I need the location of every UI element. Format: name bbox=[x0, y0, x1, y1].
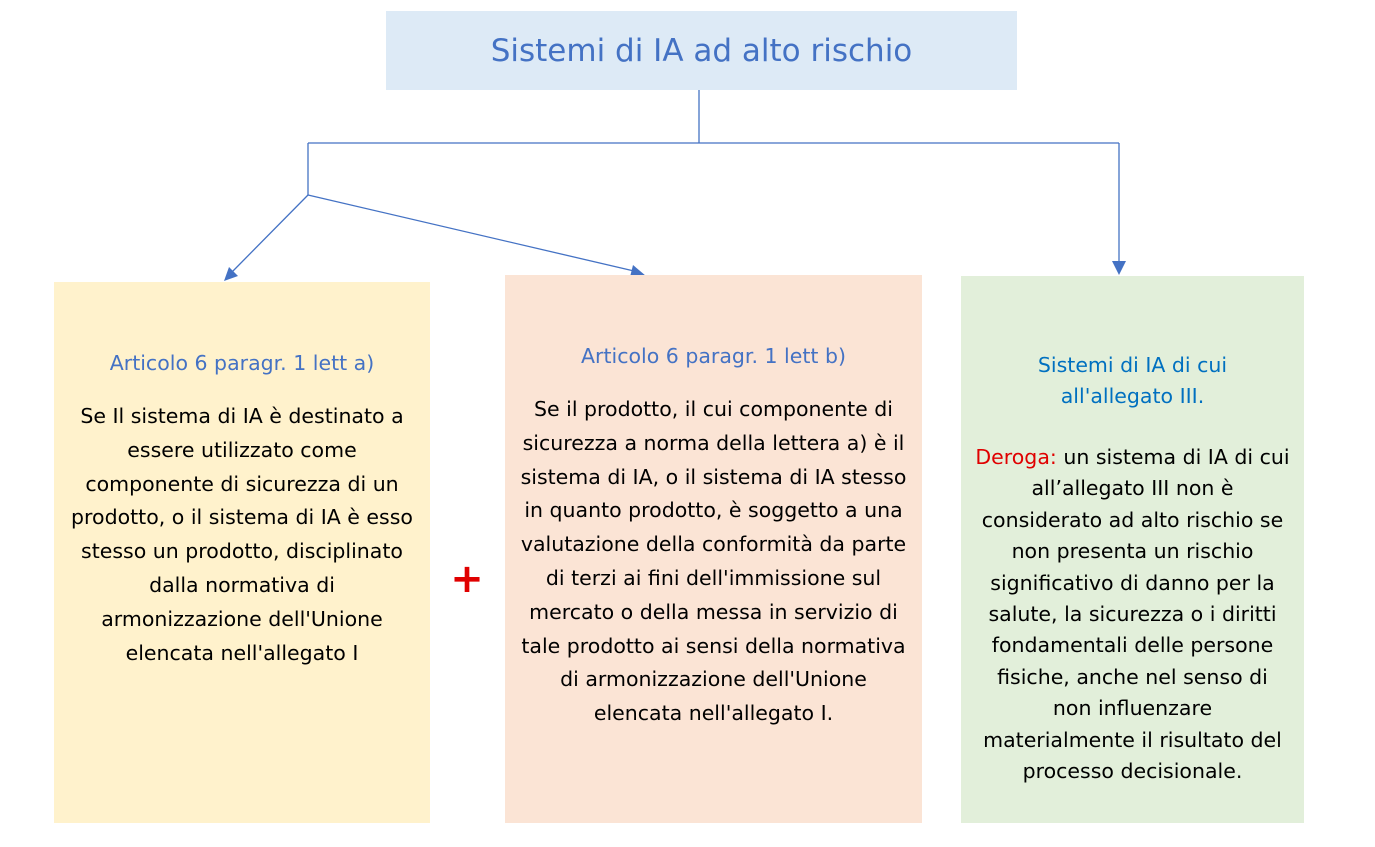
box-a-body: Se Il sistema di IA è destinato a essere utilizzato come componente di sicurezza di un prodotto, o il sistema di IA è esso stesso un prodotto, disciplinato dalla normativa di armonizzazione dell'Unione elencata nell'allegato I bbox=[71, 404, 413, 665]
box-b-heading: Articolo 6 paragr. 1 lett b) bbox=[581, 344, 846, 368]
box-article-6-lett-b bbox=[505, 275, 922, 823]
box-c-body-wrapper bbox=[961, 442, 1304, 787]
box-c-body: un sistema di IA di cui all’allegato III non è considerato ad alto rischio se non presenta un rischio significativo di danno per la salute, la sicurezza o i diritti fondamentali delle persone fisiche, anche nel senso di non influenzare materialmente il risultato del processo decisionale. bbox=[981, 445, 1290, 784]
plus-icon: + bbox=[450, 556, 484, 602]
arrowhead-box-a bbox=[224, 267, 238, 281]
arrowhead-box-c bbox=[1112, 261, 1126, 275]
box-b-body: Se il prodotto, il cui componente di sicurezza a norma della lettera a) è il sistema di IA, o il sistema di IA stesso in quanto prodotto, è soggetto a una valutazione della conformità da parte di terzi ai fini dell'immissione sul mercato o della messa in servizio di tale prodotto ai sensi della normativa di armonizzazione dell'Unione elencata nell'allegato I. bbox=[520, 397, 907, 726]
deroga-label: Deroga: bbox=[975, 445, 1057, 469]
title-box bbox=[386, 11, 1017, 90]
connector-to-box-a bbox=[232, 195, 308, 272]
box-allegato-iii bbox=[961, 276, 1304, 823]
connector-to-box-b bbox=[308, 195, 634, 271]
diagram-title: Sistemi di IA ad alto rischio bbox=[490, 32, 913, 69]
box-c-heading: Sistemi di IA di cui all'allegato III. bbox=[1037, 353, 1228, 408]
box-a-heading: Articolo 6 paragr. 1 lett a) bbox=[109, 351, 375, 375]
box-article-6-lett-a bbox=[54, 282, 430, 823]
